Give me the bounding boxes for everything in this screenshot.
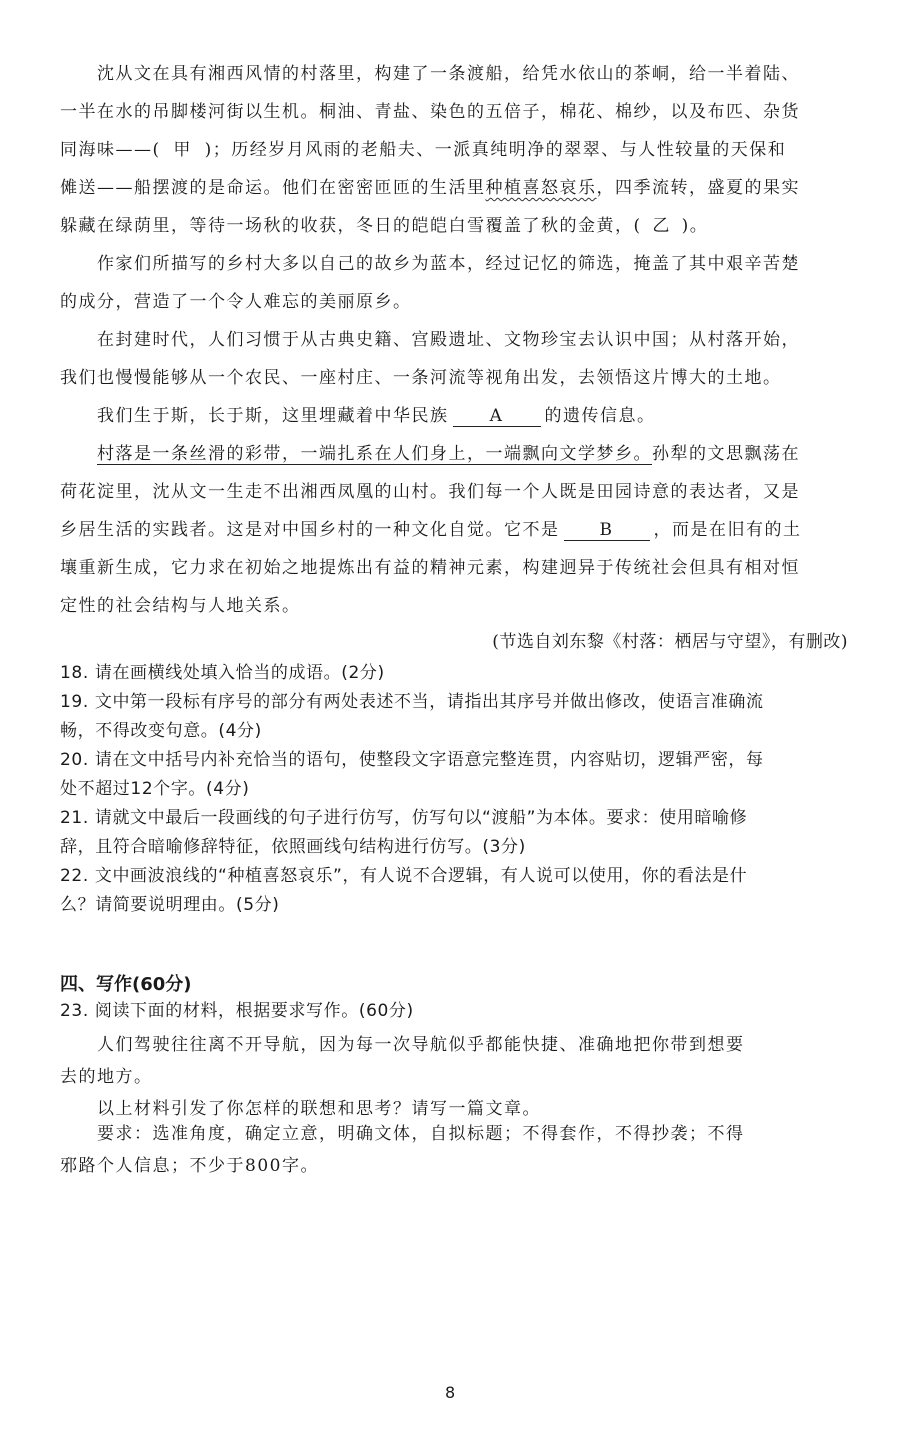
passage-p1-line1: 沈从文在具有湘西风情的村落里，构建了一条渡船，给凭水依山的茶峒，给一半着陆、 bbox=[97, 64, 800, 84]
p1-line4-text-b: ，四季流转，盛夏的果实 bbox=[596, 178, 800, 198]
question-22-line2: 么？请简要说明理由。(5分) bbox=[60, 895, 280, 915]
question-19-line2: 畅，不得改变句意。(4分) bbox=[60, 721, 262, 741]
page-number: 8 bbox=[445, 1383, 456, 1402]
p4-text-a: 我们生于斯，长于斯，这里埋藏着中华民族 bbox=[97, 406, 449, 426]
passage-p1-line3 bbox=[60, 139, 786, 161]
underlined-sentence: 村落是一条丝滑的彩带，一端扎系在人们身上，一端飘向文学梦乡。 bbox=[97, 444, 652, 464]
blank-jia-label: 甲 bbox=[173, 140, 192, 160]
question-19-line1: 19. 文中第一段标有序号的部分有两处表述不当，请指出其序号并做出修改，使语言准确流 bbox=[60, 692, 764, 712]
passage-p1-line4 bbox=[60, 177, 800, 199]
blank-a: A bbox=[453, 406, 541, 427]
passage-p1-line2: 一半在水的吊脚楼河街以生机。桐油、青盐、染色的五倍子，棉花、棉纱，以及布匹、杂货 bbox=[60, 102, 800, 122]
p5-line3-text-b: ，而是在旧有的土 bbox=[653, 520, 802, 540]
passage-source: (节选自刘东黎《村落：栖居与守望》，有删改) bbox=[492, 632, 848, 652]
passage-p3-line1: 在封建时代，人们习惯于从古典史籍、宫殿遗址、文物珍宝去认识中国；从村落开始， bbox=[97, 330, 800, 350]
p1-line3-text-b: )；历经岁月风雨的老船夫、一派真纯明净的翠翠、与人性较量的天保和 bbox=[204, 140, 787, 160]
question-18: 18. 请在画横线处填入恰当的成语。(2分) bbox=[60, 663, 385, 683]
question-20-line2: 处不超过12个字。(4分) bbox=[60, 779, 250, 799]
passage-p5-line2: 荷花淀里，沈从文一生走不出湘西凤凰的山村。我们每一个人既是田园诗意的表达者，又是 bbox=[60, 482, 800, 502]
material-line1: 人们驾驶往往离不开导航，因为每一次导航似乎都能快捷、准确地把你带到想要 bbox=[97, 1035, 745, 1055]
section-heading-writing: 四、写作(60分) bbox=[60, 974, 192, 995]
passage-p2-line2: 的成分，营造了一个令人难忘的美丽原乡。 bbox=[60, 292, 412, 312]
p5-line1-rest: 孙犁的文思飘荡在 bbox=[652, 444, 800, 464]
question-21-line1: 21. 请就文中最后一段画线的句子进行仿写，仿写句以“渡船”为本体。要求：使用暗喻修 bbox=[60, 808, 748, 828]
p1-line4-text-a: 傩送——船摆渡的是命运。他们在密密匝匝的生活里 bbox=[60, 178, 486, 198]
question-20-line1: 20. 请在文中括号内补充恰当的语句，使整段文字语意完整连贯，内容贴切，逻辑严密，每 bbox=[60, 750, 764, 770]
question-23: 23. 阅读下面的材料，根据要求写作。(60分) bbox=[60, 1001, 414, 1021]
blank-yi-label: 乙 bbox=[652, 216, 671, 236]
passage-p5-line3 bbox=[60, 519, 802, 541]
passage-p3-line2: 我们也慢慢能够从一个农民、一座村庄、一条河流等视角出发，去领悟这片博大的土地。 bbox=[60, 368, 782, 388]
p1-line5-text-b: )。 bbox=[681, 216, 709, 236]
question-22-line1: 22. 文中画波浪线的“种植喜怒哀乐”，有人说不合逻辑，有人说可以使用，你的看法是什 bbox=[60, 866, 748, 886]
requirements-line2: 邪路个人信息；不少于800字。 bbox=[60, 1156, 319, 1176]
blank-b: B bbox=[564, 520, 650, 541]
wavy-underlined-phrase: 种植喜怒哀乐 bbox=[485, 178, 597, 198]
passage-p4-line1 bbox=[97, 405, 656, 427]
p1-line3-text-a: 同海味——( bbox=[60, 140, 161, 160]
passage-p5-line4: 壤重新生成，它力求在初始之地提炼出有益的精神元素，构建迥异于传统社会但具有相对恒 bbox=[60, 558, 800, 578]
passage-p1-line5 bbox=[60, 215, 708, 237]
passage-p5-line1 bbox=[97, 443, 800, 465]
question-21-line2: 辞，且符合暗喻修辞特征，依照画线句结构进行仿写。(3分) bbox=[60, 837, 526, 857]
p5-line3-text-a: 乡居生活的实践者。这是对中国乡村的一种文化自觉。它不是 bbox=[60, 520, 560, 540]
material-line2: 去的地方。 bbox=[60, 1067, 153, 1087]
passage-p2-line1: 作家们所描写的乡村大多以自己的故乡为蓝本，经过记忆的筛选，掩盖了其中艰辛苦楚 bbox=[97, 254, 800, 274]
p1-line5-text-a: 躲藏在绿荫里，等待一场秋的收获，冬日的皑皑白雪覆盖了秋的金黄，( bbox=[60, 216, 642, 236]
passage-p5-line5: 定性的社会结构与人地关系。 bbox=[60, 596, 301, 616]
p4-text-b: 的遗传信息。 bbox=[544, 406, 656, 426]
requirements-line1: 要求：选准角度，确定立意，明确文体，自拟标题；不得套作，不得抄袭；不得 bbox=[97, 1124, 745, 1144]
prompt-line: 以上材料引发了你怎样的联想和思考？请写一篇文章。 bbox=[97, 1099, 541, 1119]
